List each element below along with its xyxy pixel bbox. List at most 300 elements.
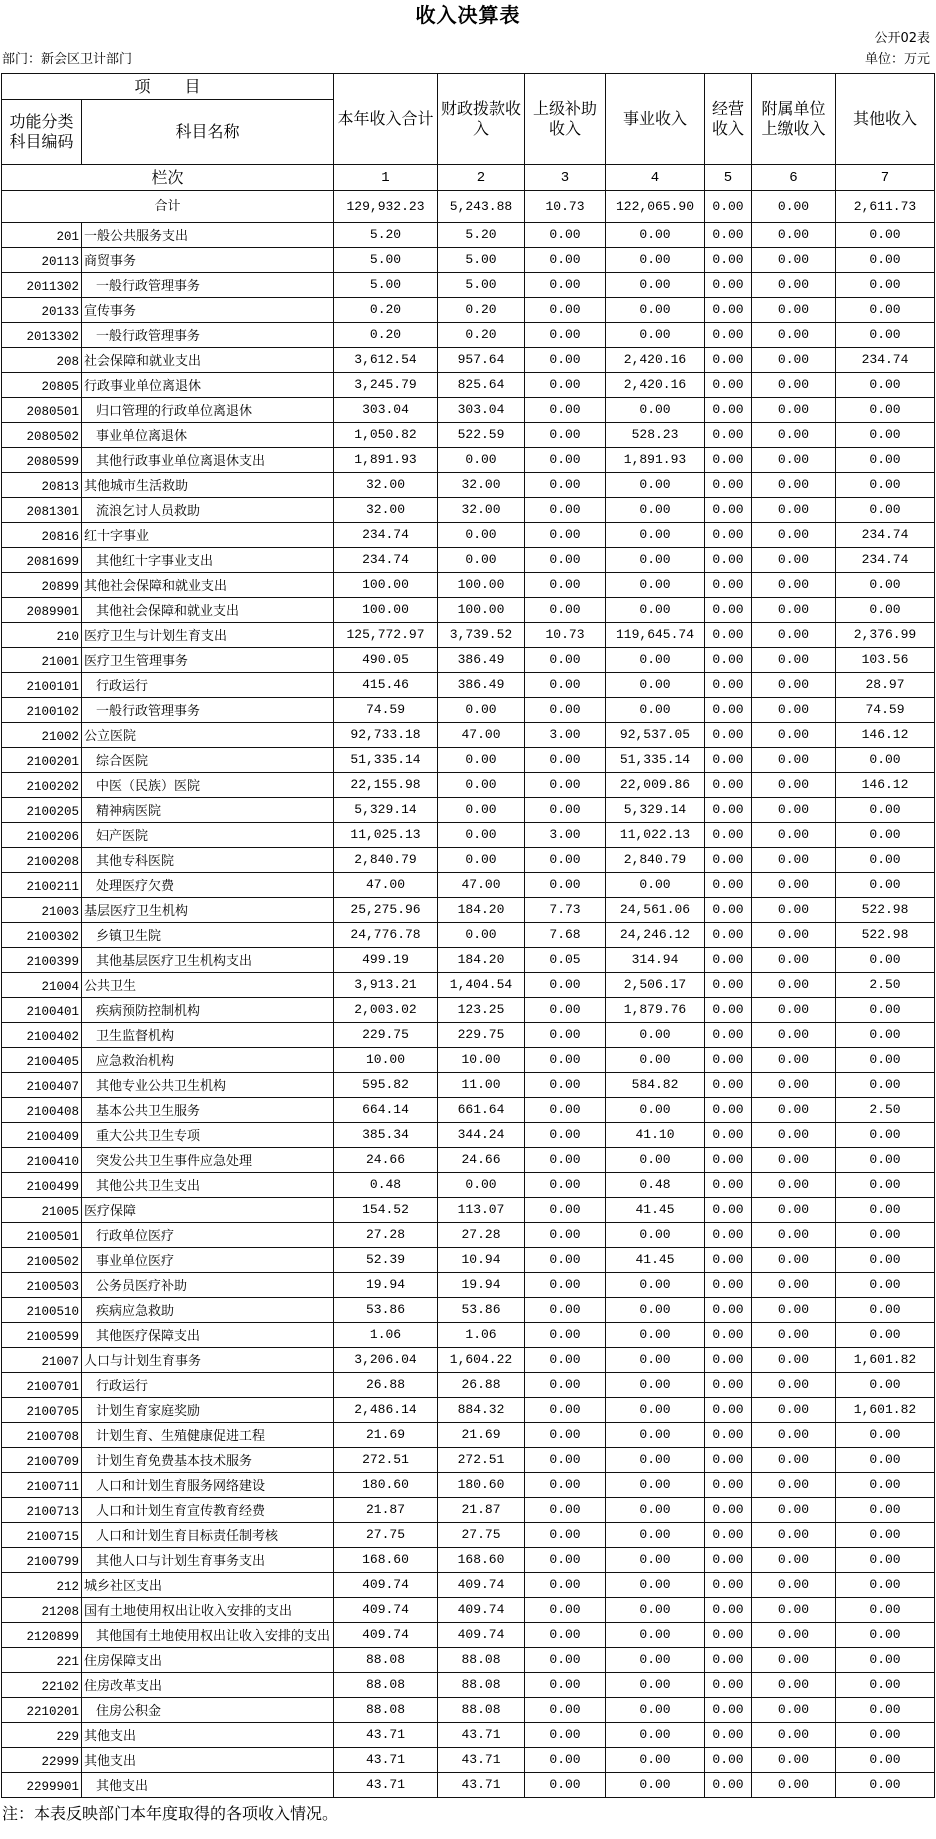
row-code: 20113 [2,248,82,273]
row-value-col-7: 0.00 [836,223,935,248]
row-value-col-1: 11,025.13 [334,823,438,848]
row-code: 21007 [2,1348,82,1373]
row-value-col-2: 0.00 [438,798,525,823]
row-value-col-4: 92,537.05 [606,723,705,748]
row-name: 其他社会保障和就业支出 [82,573,334,598]
row-value-col-1: 47.00 [334,873,438,898]
row-value-col-6: 0.00 [752,1348,836,1373]
total-value-col-1: 129,932.23 [334,191,438,223]
row-value-col-7: 522.98 [836,923,935,948]
row-value-col-3: 0.00 [525,848,606,873]
row-value-col-7: 0.00 [836,1698,935,1723]
row-name: 一般行政管理事务 [82,323,334,348]
row-value-col-7: 0.00 [836,1298,935,1323]
row-value-col-1: 88.08 [334,1673,438,1698]
row-value-col-1: 2,840.79 [334,848,438,873]
row-value-col-4: 0.00 [606,873,705,898]
row-value-col-4: 0.00 [606,698,705,723]
department-label: 部门：新会区卫计部门 [2,52,133,67]
total-value-col-3: 10.73 [525,191,606,223]
row-value-col-6: 0.00 [752,623,836,648]
row-value-col-7: 2,376.99 [836,623,935,648]
row-value-col-6: 0.00 [752,523,836,548]
row-value-col-5: 0.00 [705,1048,752,1073]
table-row [2,1573,935,1598]
row-value-col-6: 0.00 [752,1698,836,1723]
row-value-col-3: 0.00 [525,1198,606,1223]
table-row [2,1748,935,1773]
row-value-col-7: 0.00 [836,1173,935,1198]
row-name: 疾病应急救助 [82,1298,334,1323]
row-value-col-4: 2,420.16 [606,373,705,398]
row-value-col-1: 51,335.14 [334,748,438,773]
row-value-col-4: 0.00 [606,1023,705,1048]
row-value-col-6: 0.00 [752,373,836,398]
row-value-col-3: 0.00 [525,1448,606,1473]
row-name: 其他专科医院 [82,848,334,873]
row-value-col-5: 0.00 [705,1148,752,1173]
row-value-col-2: 386.49 [438,673,525,698]
row-value-col-5: 0.00 [705,698,752,723]
row-value-col-7: 0.00 [836,1273,935,1298]
row-value-col-2: 19.94 [438,1273,525,1298]
table-row [2,323,935,348]
row-value-col-5: 0.00 [705,398,752,423]
row-value-col-5: 0.00 [705,1573,752,1598]
row-name: 其他社会保障和就业支出 [82,598,334,623]
row-value-col-7: 0.00 [836,998,935,1023]
row-value-col-3: 0.00 [525,1073,606,1098]
row-value-col-2: 0.00 [438,1173,525,1198]
row-code: 20813 [2,473,82,498]
row-code: 2100510 [2,1298,82,1323]
row-value-col-5: 0.00 [705,823,752,848]
row-code: 2100499 [2,1173,82,1198]
column-index: 3 [525,165,606,191]
row-value-col-6: 0.00 [752,773,836,798]
row-value-col-7: 0.00 [836,1473,935,1498]
row-value-col-1: 53.86 [334,1298,438,1323]
row-name: 其他红十字事业支出 [82,548,334,573]
row-code: 2100705 [2,1398,82,1423]
row-value-col-5: 0.00 [705,723,752,748]
row-value-col-2: 1,404.54 [438,973,525,998]
row-value-col-6: 0.00 [752,1073,836,1098]
row-value-col-3: 0.00 [525,1598,606,1623]
total-value-col-5: 0.00 [705,191,752,223]
row-name: 商贸事务 [82,248,334,273]
row-value-col-3: 3.00 [525,823,606,848]
row-value-col-5: 0.00 [705,1748,752,1773]
row-value-col-4: 0.00 [606,1298,705,1323]
row-code: 2011302 [2,273,82,298]
row-value-col-1: 5,329.14 [334,798,438,823]
row-value-col-5: 0.00 [705,1648,752,1673]
row-value-col-4: 41.45 [606,1248,705,1273]
table-row [2,973,935,998]
row-value-col-4: 0.00 [606,223,705,248]
row-value-col-1: 92,733.18 [334,723,438,748]
row-value-col-4: 0.00 [606,1523,705,1548]
row-value-col-2: 1.06 [438,1323,525,1348]
row-value-col-5: 0.00 [705,1598,752,1623]
row-value-col-4: 0.00 [606,1498,705,1523]
row-value-col-2: 88.08 [438,1648,525,1673]
row-name: 一般公共服务支出 [82,223,334,248]
row-value-col-3: 0.00 [525,1773,606,1798]
row-value-col-7: 0.00 [836,1023,935,1048]
row-value-col-2: 47.00 [438,873,525,898]
row-value-col-3: 0.00 [525,1423,606,1448]
row-value-col-2: 0.00 [438,773,525,798]
row-name: 妇产医院 [82,823,334,848]
row-value-col-2: 26.88 [438,1373,525,1398]
row-code: 2100599 [2,1323,82,1348]
row-value-col-7: 0.00 [836,323,935,348]
row-value-col-3: 0.00 [525,373,606,398]
row-value-col-4: 0.00 [606,1573,705,1598]
row-code: 2089901 [2,598,82,623]
row-name: 医疗保障 [82,1198,334,1223]
row-value-col-4: 0.00 [606,1148,705,1173]
row-value-col-2: 409.74 [438,1623,525,1648]
row-value-col-2: 184.20 [438,898,525,923]
row-value-col-7: 0.00 [836,823,935,848]
row-value-col-5: 0.00 [705,1398,752,1423]
row-name: 人口和计划生育目标责任制考核 [82,1523,334,1548]
row-value-col-7: 0.00 [836,273,935,298]
row-code: 208 [2,348,82,373]
row-name: 事业单位医疗 [82,1248,334,1273]
row-code: 22102 [2,1673,82,1698]
row-value-col-5: 0.00 [705,1173,752,1198]
table-row [2,798,935,823]
row-value-col-7: 0.00 [836,423,935,448]
row-value-col-5: 0.00 [705,948,752,973]
row-value-col-6: 0.00 [752,973,836,998]
row-value-col-5: 0.00 [705,1248,752,1273]
row-code: 2100701 [2,1373,82,1398]
row-code: 2100101 [2,673,82,698]
row-value-col-6: 0.00 [752,748,836,773]
row-value-col-3: 0.00 [525,1348,606,1373]
row-value-col-4: 22,009.86 [606,773,705,798]
row-value-col-3: 3.00 [525,723,606,748]
row-code: 210 [2,623,82,648]
row-value-col-7: 0.00 [836,1648,935,1673]
row-value-col-2: 24.66 [438,1148,525,1173]
row-name: 其他支出 [82,1723,334,1748]
row-value-col-4: 0.00 [606,1748,705,1773]
row-value-col-5: 0.00 [705,1073,752,1098]
row-value-col-3: 0.00 [525,223,606,248]
row-value-col-3: 0.00 [525,1148,606,1173]
row-value-col-1: 100.00 [334,573,438,598]
row-value-col-7: 234.74 [836,523,935,548]
row-value-col-6: 0.00 [752,1023,836,1048]
row-code: 2100399 [2,948,82,973]
row-value-col-7: 1,601.82 [836,1348,935,1373]
row-value-col-5: 0.00 [705,973,752,998]
header-col-4: 事业收入 [606,74,705,165]
row-value-col-3: 0.00 [525,248,606,273]
row-name: 城乡社区支出 [82,1573,334,1598]
row-value-col-4: 0.48 [606,1173,705,1198]
row-value-col-1: 385.34 [334,1123,438,1148]
table-row [2,348,935,373]
row-value-col-5: 0.00 [705,448,752,473]
row-value-col-1: 22,155.98 [334,773,438,798]
row-value-col-3: 0.00 [525,323,606,348]
row-name: 行政运行 [82,673,334,698]
column-index: 6 [752,165,836,191]
table-row [2,998,935,1023]
row-code: 229 [2,1723,82,1748]
total-value-col-2: 5,243.88 [438,191,525,223]
row-value-col-4: 0.00 [606,1773,705,1798]
row-value-col-7: 0.00 [836,1548,935,1573]
row-value-col-1: 32.00 [334,473,438,498]
row-value-col-1: 229.75 [334,1023,438,1048]
row-value-col-6: 0.00 [752,1673,836,1698]
row-code: 2100407 [2,1073,82,1098]
row-value-col-2: 10.00 [438,1048,525,1073]
row-value-col-4: 0.00 [606,1373,705,1398]
row-value-col-1: 5.20 [334,223,438,248]
row-value-col-7: 0.00 [836,498,935,523]
row-value-col-6: 0.00 [752,1523,836,1548]
row-value-col-2: 27.75 [438,1523,525,1548]
row-value-col-5: 0.00 [705,1698,752,1723]
row-value-col-2: 957.64 [438,348,525,373]
row-value-col-5: 0.00 [705,1473,752,1498]
row-code: 2299901 [2,1773,82,1798]
row-value-col-6: 0.00 [752,1423,836,1448]
row-name: 疾病预防控制机构 [82,998,334,1023]
row-value-col-2: 53.86 [438,1298,525,1323]
row-value-col-2: 168.60 [438,1548,525,1573]
row-value-col-4: 0.00 [606,598,705,623]
row-code: 21002 [2,723,82,748]
row-value-col-3: 0.00 [525,298,606,323]
row-name: 精神病医院 [82,798,334,823]
row-value-col-4: 0.00 [606,648,705,673]
row-code: 2100409 [2,1123,82,1148]
row-code: 212 [2,1573,82,1598]
row-value-col-4: 0.00 [606,1548,705,1573]
column-index: 2 [438,165,525,191]
row-value-col-6: 0.00 [752,648,836,673]
row-value-col-7: 234.74 [836,348,935,373]
row-value-col-1: 32.00 [334,498,438,523]
header-col-1: 本年收入合计 [334,74,438,165]
row-name: 公务员医疗补助 [82,1273,334,1298]
row-value-col-5: 0.00 [705,1523,752,1548]
row-value-col-7: 0.00 [836,1523,935,1548]
row-name: 一般行政管理事务 [82,698,334,723]
row-value-col-7: 0.00 [836,748,935,773]
row-value-col-4: 0.00 [606,1598,705,1623]
row-value-col-3: 0.05 [525,948,606,973]
row-name: 人口和计划生育服务网络建设 [82,1473,334,1498]
row-code: 2210201 [2,1698,82,1723]
row-value-col-1: 2,486.14 [334,1398,438,1423]
row-value-col-2: 184.20 [438,948,525,973]
income-table [1,73,935,1798]
row-value-col-4: 2,840.79 [606,848,705,873]
table-row [2,673,935,698]
row-name: 其他城市生活救助 [82,473,334,498]
row-code: 21208 [2,1598,82,1623]
row-value-col-6: 0.00 [752,1748,836,1773]
row-value-col-6: 0.00 [752,1223,836,1248]
row-value-col-5: 0.00 [705,1448,752,1473]
row-value-col-3: 0.00 [525,598,606,623]
row-value-col-2: 0.00 [438,923,525,948]
table-row [2,1023,935,1048]
row-name: 其他支出 [82,1748,334,1773]
row-value-col-1: 26.88 [334,1373,438,1398]
row-value-col-4: 0.00 [606,1648,705,1673]
row-value-col-7: 0.00 [836,573,935,598]
row-value-col-7: 2.50 [836,1098,935,1123]
row-value-col-7: 146.12 [836,723,935,748]
table-row [2,1548,935,1573]
row-value-col-7: 234.74 [836,548,935,573]
row-value-col-2: 825.64 [438,373,525,398]
row-value-col-6: 0.00 [752,473,836,498]
row-value-col-3: 0.00 [525,1748,606,1773]
row-name: 卫生监督机构 [82,1023,334,1048]
row-value-col-6: 0.00 [752,673,836,698]
row-value-col-5: 0.00 [705,1323,752,1348]
row-value-col-5: 0.00 [705,548,752,573]
row-value-col-6: 0.00 [752,573,836,598]
row-value-col-5: 0.00 [705,323,752,348]
row-code: 2100201 [2,748,82,773]
row-value-col-2: 43.71 [438,1748,525,1773]
row-name: 人口与计划生育事务 [82,1348,334,1373]
table-row [2,1398,935,1423]
row-name: 其他医疗保障支出 [82,1323,334,1348]
row-value-col-5: 0.00 [705,673,752,698]
table-row [2,1498,935,1523]
row-value-col-1: 43.71 [334,1723,438,1748]
row-value-col-1: 100.00 [334,598,438,623]
header-col-7: 其他收入 [836,74,935,165]
header-col-6: 附属单位上缴收入 [752,74,836,165]
row-value-col-4: 0.00 [606,398,705,423]
row-value-col-2: 27.28 [438,1223,525,1248]
row-value-col-4: 0.00 [606,248,705,273]
row-value-col-1: 234.74 [334,523,438,548]
row-name: 社会保障和就业支出 [82,348,334,373]
row-value-col-6: 0.00 [752,298,836,323]
row-value-col-5: 0.00 [705,1673,752,1698]
row-value-col-3: 0.00 [525,873,606,898]
row-code: 2100711 [2,1473,82,1498]
row-value-col-4: 0.00 [606,1048,705,1073]
row-value-col-6: 0.00 [752,1573,836,1598]
row-value-col-4: 0.00 [606,1398,705,1423]
row-value-col-4: 0.00 [606,1723,705,1748]
row-value-col-1: 3,206.04 [334,1348,438,1373]
row-value-col-3: 0.00 [525,473,606,498]
row-value-col-1: 234.74 [334,548,438,573]
row-value-col-2: 0.00 [438,548,525,573]
row-value-col-1: 0.20 [334,323,438,348]
row-value-col-1: 125,772.97 [334,623,438,648]
row-value-col-4: 0.00 [606,548,705,573]
table-row [2,1523,935,1548]
row-value-col-7: 0.00 [836,948,935,973]
row-value-col-1: 88.08 [334,1698,438,1723]
row-code: 2100708 [2,1423,82,1448]
row-value-col-3: 0.00 [525,423,606,448]
row-value-col-5: 0.00 [705,248,752,273]
row-name: 红十字事业 [82,523,334,548]
row-value-col-7: 0.00 [836,373,935,398]
row-code: 2100205 [2,798,82,823]
row-value-col-1: 3,913.21 [334,973,438,998]
row-value-col-3: 0.00 [525,1248,606,1273]
row-value-col-2: 3,739.52 [438,623,525,648]
row-value-col-3: 0.00 [525,698,606,723]
row-value-col-2: 344.24 [438,1123,525,1148]
row-value-col-6: 0.00 [752,498,836,523]
row-value-col-7: 0.00 [836,1773,935,1798]
row-value-col-3: 0.00 [525,1573,606,1598]
row-value-col-5: 0.00 [705,523,752,548]
row-value-col-6: 0.00 [752,248,836,273]
row-value-col-5: 0.00 [705,798,752,823]
table-row [2,273,935,298]
row-value-col-6: 0.00 [752,398,836,423]
row-value-col-5: 0.00 [705,748,752,773]
row-value-col-4: 0.00 [606,1323,705,1348]
row-value-col-4: 2,506.17 [606,973,705,998]
row-value-col-3: 0.00 [525,1698,606,1723]
header-col-2: 财政拨款收入 [438,74,525,165]
row-value-col-5: 0.00 [705,1723,752,1748]
row-value-col-2: 5.20 [438,223,525,248]
row-value-col-1: 43.71 [334,1773,438,1798]
row-value-col-4: 0.00 [606,673,705,698]
row-value-col-6: 0.00 [752,698,836,723]
row-value-col-6: 0.00 [752,823,836,848]
row-value-col-7: 103.56 [836,648,935,673]
table-row [2,1348,935,1373]
row-value-col-5: 0.00 [705,573,752,598]
row-value-col-6: 0.00 [752,873,836,898]
total-label: 合计 [2,191,334,223]
table-row [2,723,935,748]
row-value-col-3: 0.00 [525,1648,606,1673]
row-value-col-6: 0.00 [752,848,836,873]
row-name: 一般行政管理事务 [82,273,334,298]
row-value-col-2: 661.64 [438,1098,525,1123]
table-row [2,1248,935,1273]
row-value-col-1: 409.74 [334,1573,438,1598]
row-value-col-1: 3,612.54 [334,348,438,373]
row-code: 2100208 [2,848,82,873]
row-code: 2100410 [2,1148,82,1173]
row-name: 其他支出 [82,1773,334,1798]
row-value-col-7: 0.00 [836,398,935,423]
row-value-col-3: 0.00 [525,498,606,523]
row-value-col-5: 0.00 [705,1348,752,1373]
row-value-col-5: 0.00 [705,923,752,948]
